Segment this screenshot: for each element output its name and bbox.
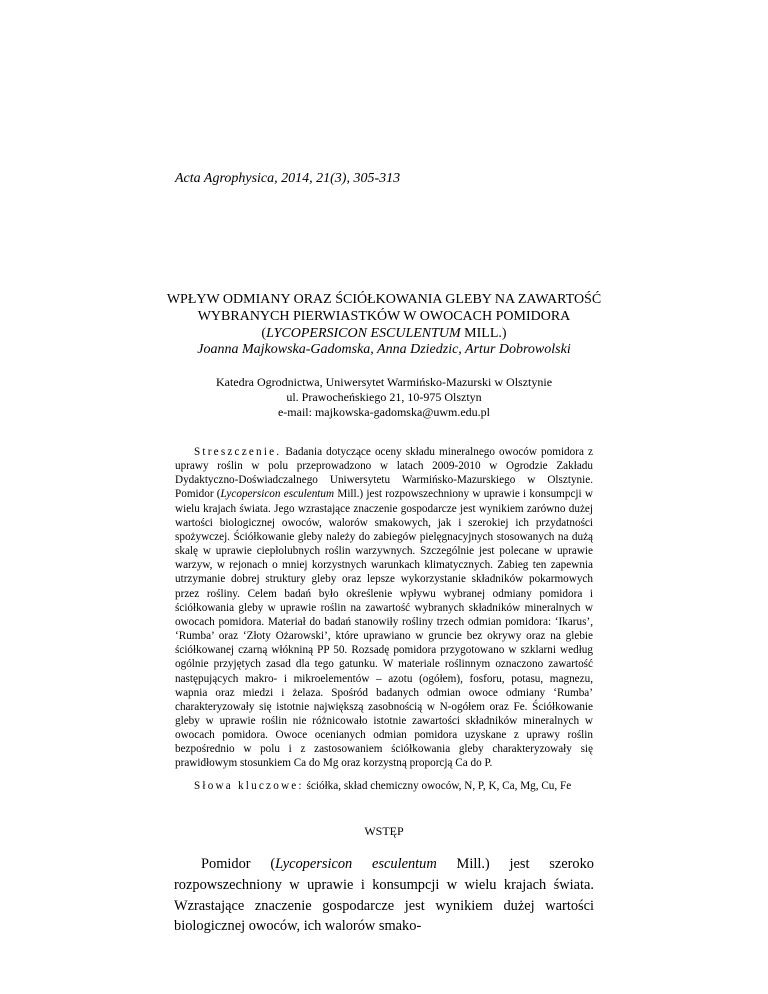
journal-citation: Acta Agrophysica, 2014, 21(3), 305-313 (175, 171, 401, 186)
title-line-3 (100, 325, 668, 342)
abstract-paragraph (175, 445, 593, 771)
affiliation-email: e-mail: majkowska-gadomska@uwm.edu.pl (277, 405, 490, 419)
abstract-text-1: Badania dotyczące oceny składu mineralnego owoców pomidora z uprawy roślin w polu przeprowadzono w latach 2009-2010 w Ogrodzie Zakładu Dydaktyczno-Doświadczalnego Uniwersytetu Warmińsko-Mazurskiego w Olsztynie. Pomidor ( (175, 446, 593, 501)
section-heading: WSTĘP (364, 824, 404, 838)
abstract-label: Streszczenie. (194, 446, 282, 458)
keywords-label: Słowa kluczowe: (194, 780, 304, 792)
title-line-2: WYBRANYCH PIERWIASTKÓW W OWOCACH POMIDORA (197, 309, 571, 324)
title-paren-open: ( (261, 326, 267, 341)
body-latin-name: Lycopersicon esculentum (275, 856, 437, 872)
abstract-text-2: Mill.) jest rozpowszechniony w uprawie i konsumpcji w wielu krajach świata. Jego wzrastające znaczenie gospodarcze jest wynikiem zarówno dużej wartości biologicznej owoców, walorów smakowych, jak i szerokiej ich przydatności spożywczej. Ściółkowanie gleby należy do zabiegów pielęgnacyjnych stosowanych na dużą skalę w uprawie ciepłolubnych roślin warzywnych. Szczególnie jest polecane w uprawie warzyw, w rejonach o mniej korzystnych warunkach klimatycznych. Zabieg ten zapewnia utrzymanie dobrej struktury gleby oraz lepsze wykorzystanie składników pokarmowych przez rośliny. Celem badań było określenie wpływu wybranej odmiany pomidora i ściółkowania gleby w uprawie roślin na zawartość wybranych składników mineralnych w owocach pomidora. Materiał do badań stanowiły rośliny trzech odmian pomidora: ‘Ikarus’, ‘Rumba’ oraz ‘Złoty Ożarowski’, które uprawiano w gruncie bez okrywy oraz na glebie ściółkowanej czarną włókniną PP 50. Rozsadę pomidora przygotowano w szklarni według ogólnie przyjętych zasad dla tego gatunku. W materiale roślinnym oznaczono zawartość następujących makro- i mikroelementów – azotu (ogółem), fosforu, potasu, magnezu, wapnia oraz miedzi i żelaza. Spośród badanych odmian owoce odmiany ‘Rumba’ charakteryzowały się istotnie największą zasobnością w N-ogółem oraz Fe. Ściółkowanie gleby w uprawie roślin nie różnicowało istotnie zawartości składników mineralnych w owocach pomidora. Owoce ocenianych odmian pomidora uzyskane z uprawy roślin bezpośrednio w polu i z zastosowaniem ściółkowania gleby charakteryzowały się prawidłowym stosunkiem Ca do Mg oraz korzystną proporcją Ca do P. (175, 488, 593, 770)
title-mill: MILL.) (460, 326, 507, 341)
affiliation-address: ul. Prawocheńskiego 21, 10-975 Olsztyn (286, 390, 482, 404)
authors: Joanna Majkowska-Gadomska, Anna Dziedzic, Artur Dobrowolski (197, 342, 571, 357)
title-line-1: WPŁYW ODMIANY ORAZ ŚCIÓŁKOWANIA GLEBY NA ZAWARTOŚĆ (166, 292, 602, 307)
body-paragraph (174, 854, 594, 937)
keywords-text: ściółka, skład chemiczny owoców, N, P, K, Ca, Mg, Cu, Fe (303, 780, 572, 792)
affiliation (100, 375, 668, 420)
abstract (175, 445, 593, 771)
keywords (175, 779, 593, 793)
body-text-1: Pomidor ( (201, 856, 276, 872)
affiliation-department: Katedra Ogrodnictwa, Uniwersytet Warmińsko-Mazurski w Olsztynie (215, 375, 553, 389)
title-latin-name: LYCOPERSICON ESCULENTUM (266, 326, 461, 341)
body-text-2: Mill.) jest szeroko rozpowszechniony w uprawie i konsumpcji w wielu krajach świata. Wzrastające znaczenie gospodarcze jest wynikiem dużej wartości biologicznej owoców, ich walorów smako- (174, 856, 594, 935)
article-title (100, 291, 668, 342)
abstract-latin-name: Lycopersicon esculentum (220, 488, 335, 501)
